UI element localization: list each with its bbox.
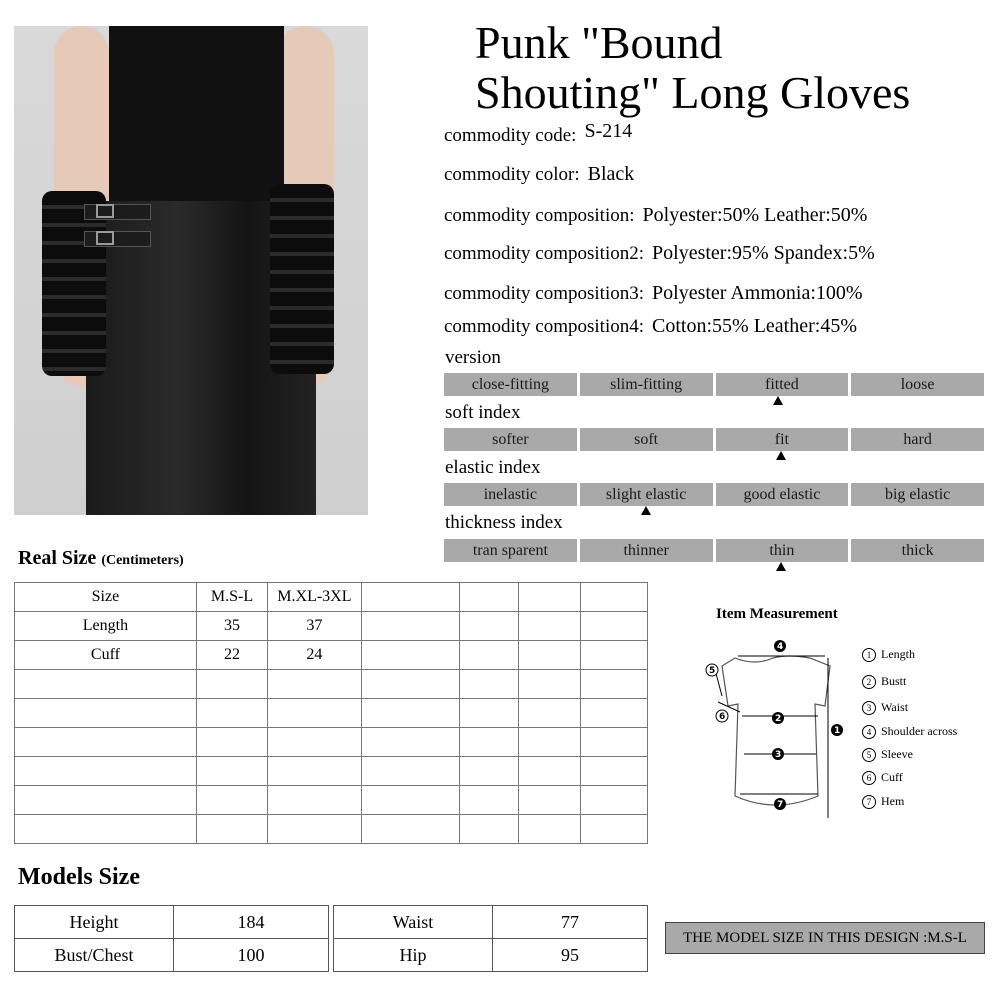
spec-value: Cotton:55% Leather:45% — [652, 315, 857, 337]
table-cell — [15, 670, 197, 699]
table-cell — [196, 757, 267, 786]
thickness-index-bar — [444, 539, 984, 562]
model-label: Height — [15, 906, 174, 939]
models-table-right — [333, 905, 648, 972]
real-size-title: Real Size — [18, 547, 97, 569]
table-cell — [580, 699, 647, 728]
legend-label: Bustt — [881, 674, 907, 688]
table-cell — [519, 699, 580, 728]
table-cell — [519, 757, 580, 786]
svg-text:4: 4 — [777, 642, 784, 652]
version-label: version — [445, 347, 501, 368]
table-cell — [361, 699, 459, 728]
svg-text:5: 5 — [709, 666, 716, 676]
elastic-option: slight elastic — [580, 483, 713, 506]
strap — [84, 204, 151, 220]
table-cell — [15, 728, 197, 757]
model-value: 100 — [174, 939, 329, 972]
real-size-table — [14, 582, 648, 844]
elastic-selected-marker — [641, 506, 651, 515]
real-size-unit: (Centimeters) — [101, 553, 184, 568]
spec-value: S-214 — [584, 120, 633, 142]
table-cell — [15, 815, 197, 844]
table-cell — [580, 728, 647, 757]
version-option: close-fitting — [444, 373, 577, 396]
model-value: 77 — [493, 906, 648, 939]
legend-cuff — [862, 770, 903, 785]
legend-label: Shoulder across — [881, 724, 958, 738]
table-row — [15, 757, 648, 786]
spec-label: commodity composition2: — [444, 243, 645, 264]
legend-label: Waist — [881, 700, 909, 714]
elastic-option: inelastic — [444, 483, 577, 506]
table-cell — [268, 699, 361, 728]
legend-label: Cuff — [881, 770, 903, 784]
table-cell — [580, 583, 647, 612]
soft-index-label: soft index — [445, 402, 521, 423]
legend-label: Sleeve — [881, 747, 913, 761]
table-cell — [196, 670, 267, 699]
table-row — [334, 906, 648, 939]
table-cell — [361, 728, 459, 757]
table-cell — [580, 786, 647, 815]
table-cell — [361, 612, 459, 641]
table-row — [15, 612, 648, 641]
svg-text:2: 2 — [775, 714, 782, 724]
legend-number: 4 — [862, 725, 876, 739]
table-cell — [580, 670, 647, 699]
version-bar — [444, 373, 984, 396]
table-cell: 35 — [196, 612, 267, 641]
table-header: M.S-L — [196, 583, 267, 612]
table-cell — [580, 641, 647, 670]
table-cell: 24 — [268, 641, 361, 670]
product-title — [475, 18, 910, 118]
elastic-option: good elastic — [716, 483, 849, 506]
table-row — [15, 906, 329, 939]
spec-composition — [444, 204, 867, 227]
table-cell — [519, 612, 580, 641]
table-cell — [15, 757, 197, 786]
table-cell — [268, 786, 361, 815]
soft-selected-marker — [776, 451, 786, 460]
table-cell — [268, 670, 361, 699]
legend-number: 5 — [862, 748, 876, 762]
model-size-note: THE MODEL SIZE IN THIS DESIGN :M.S-L — [665, 922, 985, 954]
table-cell: Cuff — [15, 641, 197, 670]
right-glove — [270, 184, 334, 374]
table-cell — [519, 786, 580, 815]
legend-number: 2 — [862, 675, 876, 689]
table-cell — [580, 612, 647, 641]
spec-value: Black — [587, 163, 635, 185]
table-cell: Length — [15, 612, 197, 641]
spec-composition2 — [444, 242, 875, 265]
table-cell — [268, 757, 361, 786]
table-cell — [361, 815, 459, 844]
table-cell — [196, 699, 267, 728]
table-cell — [519, 583, 580, 612]
legend-label: Hem — [881, 794, 905, 808]
models-table-left — [14, 905, 329, 972]
table-cell — [361, 757, 459, 786]
svg-text:3: 3 — [775, 750, 782, 760]
elastic-option: big elastic — [851, 483, 984, 506]
legend-hem — [862, 794, 904, 809]
table-cell — [460, 699, 519, 728]
buckle — [96, 231, 114, 245]
legend-number: 3 — [862, 701, 876, 715]
table-cell — [268, 728, 361, 757]
table-cell — [196, 728, 267, 757]
legend-sleeve — [862, 747, 913, 762]
table-cell — [460, 786, 519, 815]
table-cell — [460, 670, 519, 699]
svg-text:7: 7 — [777, 800, 784, 810]
svg-text:1: 1 — [834, 726, 841, 736]
spec-label: commodity composition: — [444, 205, 635, 226]
spec-composition3 — [444, 282, 863, 305]
table-cell — [580, 815, 647, 844]
table-cell — [519, 641, 580, 670]
spec-composition4 — [444, 315, 857, 338]
title-line-1: Punk "Bound — [475, 17, 723, 68]
thickness-index-label: thickness index — [445, 512, 563, 533]
table-cell — [460, 583, 519, 612]
table-cell — [361, 670, 459, 699]
legend-label: Length — [881, 647, 915, 661]
legend-bust — [862, 674, 906, 689]
soft-option: soft — [580, 428, 713, 451]
svg-text:6: 6 — [719, 712, 726, 722]
table-cell — [361, 641, 459, 670]
legend-shoulder — [862, 724, 957, 739]
table-row — [15, 699, 648, 728]
title-line-2: Shouting" Long Gloves — [475, 67, 911, 118]
tshirt-diagram-icon — [700, 636, 850, 826]
table-cell — [15, 699, 197, 728]
table-row — [15, 728, 648, 757]
legend-number: 6 — [862, 771, 876, 785]
model-value: 184 — [174, 906, 329, 939]
table-cell — [361, 583, 459, 612]
table-cell — [361, 786, 459, 815]
soft-option: softer — [444, 428, 577, 451]
table-row — [15, 641, 648, 670]
spec-code — [444, 120, 633, 147]
legend-waist — [862, 700, 908, 715]
legend-length — [862, 647, 915, 662]
soft-index-bar — [444, 428, 984, 451]
thickness-option: thin — [716, 539, 849, 562]
product-photo — [14, 26, 368, 515]
real-size-heading — [18, 547, 184, 570]
model-label: Waist — [334, 906, 493, 939]
table-row — [15, 583, 648, 612]
table-cell — [196, 786, 267, 815]
thickness-option: tran sparent — [444, 539, 577, 562]
soft-option: hard — [851, 428, 984, 451]
table-row — [15, 786, 648, 815]
version-option: loose — [851, 373, 984, 396]
table-cell — [196, 815, 267, 844]
table-cell: 37 — [268, 612, 361, 641]
thickness-option: thick — [851, 539, 984, 562]
legend-number: 7 — [862, 795, 876, 809]
table-cell — [15, 786, 197, 815]
model-label: Hip — [334, 939, 493, 972]
table-cell — [460, 641, 519, 670]
table-row — [15, 815, 648, 844]
model-value: 95 — [493, 939, 648, 972]
table-cell — [460, 728, 519, 757]
version-selected-marker — [773, 396, 783, 405]
table-cell — [519, 670, 580, 699]
table-row — [334, 939, 648, 972]
table-cell — [268, 815, 361, 844]
table-cell — [460, 757, 519, 786]
spec-label: commodity color: — [444, 164, 580, 185]
spec-label: commodity composition4: — [444, 316, 645, 337]
models-size-heading: Models Size — [18, 864, 140, 890]
spec-value: Polyester Ammonia:100% — [652, 282, 863, 304]
strap — [84, 231, 151, 247]
table-cell — [519, 815, 580, 844]
elastic-index-bar — [444, 483, 984, 506]
spec-label: commodity code: — [444, 125, 577, 146]
table-header: M.XL-3XL — [268, 583, 361, 612]
elastic-index-label: elastic index — [445, 457, 541, 478]
table-cell — [460, 815, 519, 844]
table-cell — [460, 612, 519, 641]
soft-option: fit — [716, 428, 849, 451]
table-cell — [519, 728, 580, 757]
table-row — [15, 939, 329, 972]
table-cell — [580, 757, 647, 786]
legend-number: 1 — [862, 648, 876, 662]
table-header: Size — [15, 583, 197, 612]
spec-color — [444, 163, 634, 186]
spec-value: Polyester:50% Leather:50% — [642, 204, 868, 226]
thickness-option: thinner — [580, 539, 713, 562]
spec-label: commodity composition3: — [444, 283, 645, 304]
measurement-title: Item Measurement — [716, 606, 838, 622]
model-label: Bust/Chest — [15, 939, 174, 972]
table-cell: 22 — [196, 641, 267, 670]
thickness-selected-marker — [776, 562, 786, 571]
table-row — [15, 670, 648, 699]
version-option: slim-fitting — [580, 373, 713, 396]
spec-value: Polyester:95% Spandex:5% — [652, 242, 875, 264]
version-option: fitted — [716, 373, 849, 396]
buckle — [96, 204, 114, 218]
